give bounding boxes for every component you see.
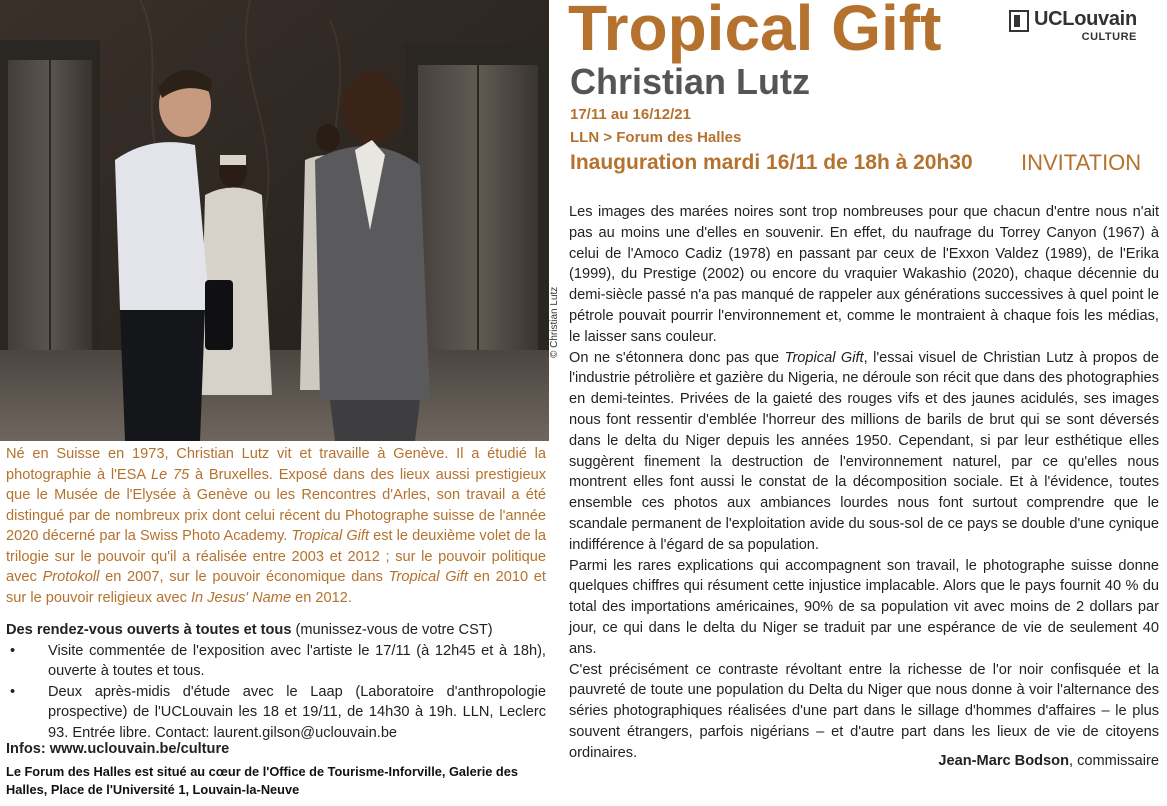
paragraph-italic: Tropical Gift [784,349,864,366]
venue-location: Le Forum des Halles est situé au cœur de l'Office de Tourisme-Inforville, Galerie des Halles, Place de l'Université 1, Louvain-la-Neuve [6,764,518,797]
events-heading: Des rendez-vous ouverts à toutes et tous [6,622,292,638]
signature-role: , commissaire [1068,753,1159,769]
description-paragraph [569,348,1159,556]
bio-italic: Le 75 [151,466,190,483]
bio-italic: Tropical Gift [388,569,468,585]
exhibition-photo [0,0,549,441]
paragraph-text: On ne s'étonnera donc pas que [569,349,785,366]
info-link[interactable]: Infos: www.uclouvain.be/culture [6,741,230,757]
logo-line1: UCLouvain [1034,8,1137,30]
bio-text: Né en Suisse en 1973, Christian Lutz vit et travaille à Genève. Il a étudié la photographie à l'ESA [6,446,546,483]
event-item: • Visite commentée de l'exposition avec l'artiste le 17/11 (à 12h45 et à 18h), ouverte à toutes et tous. [48,641,546,682]
uclouvain-logo-icon [1009,10,1029,32]
invitation-label: INVITATION [1021,150,1142,175]
bio-text: en 2007, sur le pouvoir économique dans [99,569,389,585]
photo-illustration [0,0,549,441]
logo-text [1034,8,1137,43]
exhibition-description [569,202,1159,764]
event-item: • Deux après-midis d'étude avec le Laap (Laboratoire d'anthropologie prospective) de l'UCLouvain les 18 et 19/11, de 14h30 à 19h. LLN, Leclerc 93. Entrée libre. Contact: laurent.gilson@uclouvain.be [48,682,546,744]
signature [938,753,1159,769]
description-paragraph: Parmi les rares explications qui accompagnent son travail, le photographe suisse donne quelques chiffres qui résument cette injustice implacable. Alors que le pays fournit 40 % du total des importations américaines, 90% de sa population vit avec moins de 2 dollars par jour, ce qui dans le delta du Niger se traduit par une espérance de vie de seulement 40 ans. [569,557,1159,657]
exhibition-title: Tropical Gift [568,0,942,64]
paragraph-text: , l'essai visuel de Christian Lutz à propos de l'industrie pétrolière et gazière du Nigeria, ne déroule son récit que dans des photographies en demi-teintes. Privées de la gaieté des rouges vifs et des jaunes acidulés, ses images nous font ressentir d'emblée l'horreur des millions de barils de brut qui se sont déversés dans le delta du Niger depuis les années 1950. Cependant, si par leur esthétique elles suggèrent finement la destruction de l'environnement naturel, par ce qu'elles nous montrent elles font aussi le constat de la décomposition sociale. Et à l'évidence, toutes ensemble ces photos aux ambiances lourdes nous font surtout comprendre que le scandale permanent de l'exploitation avide du sous-sol de ce pays se double d'une cynique indifférence à l'égard de sa population. [569,349,1159,553]
exhibition-venue: LLN > Forum des Halles [570,129,742,146]
signature-name: Jean-Marc Bodson [938,753,1069,769]
bio-italic: Tropical Gift [291,528,370,544]
bio-text: à Bruxelles. Exposé dans des lieux aussi prestigieux que le Musée de l'Elysée à Genève ou les Rencontres d'Arles, son travail a été distingué par de nombreux prix dont celui récent du Photographe suisse de l'année 2020 décerné par la Swiss Photo Academy. [6,466,546,544]
artist-name: Christian Lutz [570,61,810,102]
events-note: (munissez-vous de votre CST) [291,622,493,638]
description-paragraph: Les images des marées noires sont trop nombreuses pour que chacun d'entre nous n'ait pas au moins une d'elles en souvenir. En effet, du naufrage du Torrey Canyon (1967) à celui de l'Amoco Cadiz (1978) en passant par ceux de l'Exxon Valdez (1989), de l'Erika (1999), du Prestige (2002) ou encore du vraquier Wakashio (2020), chaque décennie du demi-siècle passé n'a pas manqué de rappeler aux générations successives à quel point le pétrole pouvait pourrir l'environnement et, comme le montraient à chaque fois les médias, le laisser sans couleur. [569,204,1159,345]
uclouvain-logo[interactable] [1009,8,1137,43]
bio-italic: Protokoll [42,569,100,585]
bio-text: est le deuxième volet de la trilogie sur le pouvoir qu'il a réalisée entre 2003 et 2012 ; sur le pouvoir politique avec [6,528,546,585]
exhibition-dates: 17/11 au 16/12/21 [570,106,691,123]
logo-line2: CULTURE [1081,31,1137,43]
artist-biography [6,444,546,608]
events-heading-line [6,620,546,641]
events-list [6,641,546,744]
events-section [6,620,546,743]
photo-credit: © Christian Lutz [549,286,560,358]
bio-text: en 2010 et sur le pouvoir religieux avec [6,569,546,606]
bio-text: en 2012. [291,589,352,606]
inauguration-info: Inauguration mardi 16/11 de 18h à 20h30 [570,151,973,174]
bio-italic: In Jesus' Name [190,589,292,606]
description-paragraph: C'est précisément ce contraste révoltant entre la richesse de l'or noir confisquée et la pauvreté de toute une population du Delta du Niger que nous donne à voir l'alternance des séries photographiques réalisées d'une part dans le sillage d'hommes d'affaires – le plus souvent étrangers, parfois nigérians – et d'autre part dans les lieux de vie de citoyens ordinaires. [569,661,1159,761]
